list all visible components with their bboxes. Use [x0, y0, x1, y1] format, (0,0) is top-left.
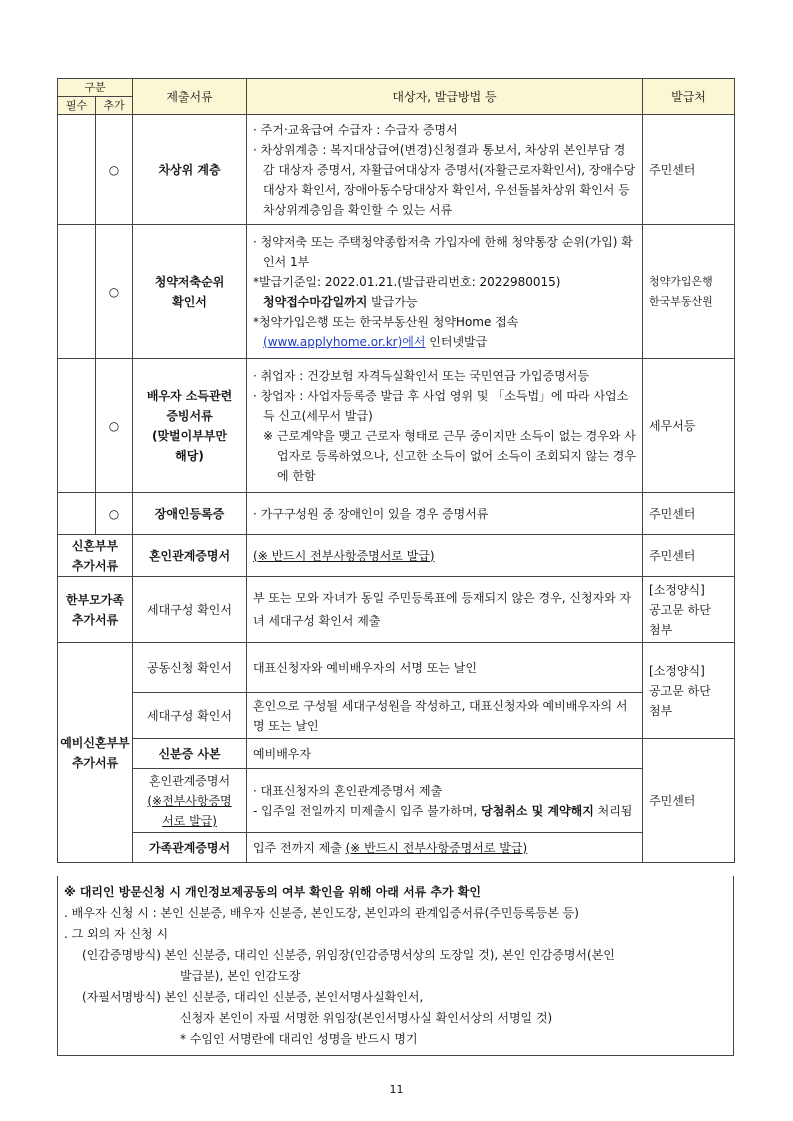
- page-number: 11: [389, 1083, 404, 1096]
- category-label: 한부모가족 추가서류: [58, 577, 133, 643]
- table-row: [58, 833, 735, 863]
- doc-name: 청약저축순위 확인서: [133, 225, 247, 359]
- note-line: * 수임인 서명란에 대리인 성명을 반드시 명기: [180, 1032, 418, 1046]
- category-label: 신혼부부 추가서류: [58, 535, 133, 577]
- target-desc: 혼인으로 구성될 세대구성원을 작성하고, 대표신청자와 예비배우자의 서명 또는 날인: [247, 693, 643, 739]
- issuer: 주민센터: [643, 115, 735, 225]
- issuer: 주민센터: [643, 535, 735, 577]
- doc-name: 세대구성 확인서: [133, 577, 247, 643]
- note-line: (자필서명방식) 본인 신분증, 대리인 신분증, 본인서명사실확인서,: [82, 990, 424, 1004]
- table-row: [58, 535, 735, 577]
- table-row: [58, 115, 735, 225]
- header-doc: 제출서류: [133, 79, 247, 115]
- table-row: [58, 493, 735, 535]
- proxy-application-note: [57, 876, 734, 1056]
- issuer: 주민센터: [643, 739, 735, 863]
- note-line: (인감증명방식) 본인 신분증, 대리인 신분증, 위임장(인감증명서상의 도장일 것), 본인 인감증명서(본인: [82, 948, 615, 962]
- header-chuga: 추가: [96, 97, 133, 115]
- target-desc: 부 또는 모와 자녀가 동일 주민등록표에 등재되지 않은 경우, 신청자와 자녀 세대구성 확인서 제출: [247, 577, 643, 643]
- doc-name: 가족관계증명서: [133, 833, 247, 863]
- note-line: 발급분), 본인 인감도장: [180, 969, 301, 983]
- target-desc: 입주 전까지 제출 (※ 반드시 전부사항증명서로 발급): [247, 833, 643, 863]
- issuer: 세무서등: [643, 359, 735, 493]
- table-row: [58, 693, 735, 739]
- doc-name: 공동신청 확인서: [133, 643, 247, 693]
- table-row: [58, 739, 735, 769]
- table-row: [58, 577, 735, 643]
- table-row: [58, 769, 735, 833]
- doc-name: 장애인등록증: [133, 493, 247, 535]
- issuer: 청약가입은행 한국부동산원: [643, 225, 735, 359]
- table-row: [58, 643, 735, 693]
- target-desc: (※ 반드시 전부사항증명서로 발급): [247, 535, 643, 577]
- optional-mark: ○: [96, 225, 133, 359]
- target-desc: · 가구구성원 중 장애인이 있을 경우 증명서류: [247, 493, 643, 535]
- header-gubun: 구분: [58, 79, 133, 97]
- target-desc: · 취업자 : 건강보험 자격득실확인서 또는 국민연금 가입증명서등 · 창업자 : 사업자등록증 발급 후 사업 영위 및 「소득법」에 따라 사업소득 신고(세무서 발급) ※ 근로계약을 맺고 근로자 형태로 근무 중이지만 소득이 없는 경우와 사업자로 등록하였으나, 신고한 소득이 없어 소득이 조회되지 않는 경우에 한함: [247, 359, 643, 493]
- doc-name: 배우자 소득관련 증빙서류 (맞벌이부부만 해당): [133, 359, 247, 493]
- target-desc: 대표신청자와 예비배우자의 서명 또는 날인: [247, 643, 643, 693]
- header-target: 대상자, 발급방법 등: [247, 79, 643, 115]
- doc-name: 신분증 사본: [133, 739, 247, 769]
- target-desc: 예비배우자: [247, 739, 643, 769]
- optional-mark: ○: [96, 115, 133, 225]
- doc-name: 혼인관계증명서 (※전부사항증명 서로 발급): [133, 769, 247, 833]
- target-desc: · 주거‧교육급여 수급자 : 수급자 증명서 · 차상위계층 : 복지대상급여(변경)신청결과 통보서, 차상위 본인부담 경감 대상자 증명서, 자활급여대상자 증명서(자활근로자확인서), 장애수당대상자 확인서, 장애아동수당대상자 확인서, 우선돌봄차상위 확인서 등 차상위계층임을 확인할 수 있는 서류: [247, 115, 643, 225]
- target-desc: · 대표신청자의 혼인관계증명서 제출 - 입주일 전일까지 미제출시 입주 불가하며, 당첨취소 및 계약해지 처리됨: [247, 769, 643, 833]
- doc-name: 혼인관계증명서: [133, 535, 247, 577]
- issuer: [소정양식] 공고문 하단 첨부: [643, 643, 735, 739]
- applyhome-link[interactable]: (www.applyhome.or.kr)에서: [263, 334, 426, 349]
- table-row: [58, 359, 735, 493]
- note-line: . 배우자 신청 시 : 본인 신분증, 배우자 신분증, 본인도장, 본인과의 관계입증서류(주민등록등본 등): [64, 906, 579, 920]
- document-table: [57, 78, 735, 863]
- doc-name: 세대구성 확인서: [133, 693, 247, 739]
- note-line: 신청자 본인이 자필 서명한 위임장(본인서명사실 확인서상의 서명일 것): [180, 1011, 553, 1025]
- target-desc: · 청약저축 또는 주택청약종합저축 가입자에 한해 청약통장 순위(가입) 확인서 1부 *발급기준일: 2022.01.21.(발급관리번호: 2022980015) 청약접수마감일까지 발급가능 *청약가입은행 또는 한국부동산원 청약Home 접속 (www.applyhome.or.kr)에서 인터넷발급: [247, 225, 643, 359]
- issuer: 주민센터: [643, 493, 735, 535]
- category-label: 예비신혼부부 추가서류: [58, 643, 133, 863]
- issuer: [소정양식] 공고문 하단 첨부: [643, 577, 735, 643]
- note-line: . 그 외의 자 신청 시: [64, 927, 169, 941]
- header-issuer: 발급처: [643, 79, 735, 115]
- optional-mark: ○: [96, 359, 133, 493]
- doc-name: 차상위 계층: [133, 115, 247, 225]
- header-pilsu: 필수: [58, 97, 96, 115]
- optional-mark: ○: [96, 493, 133, 535]
- note-title: ※ 대리인 방문신청 시 개인정보제공동의 여부 확인을 위해 아래 서류 추가 확인: [64, 885, 481, 899]
- table-row: [58, 225, 735, 359]
